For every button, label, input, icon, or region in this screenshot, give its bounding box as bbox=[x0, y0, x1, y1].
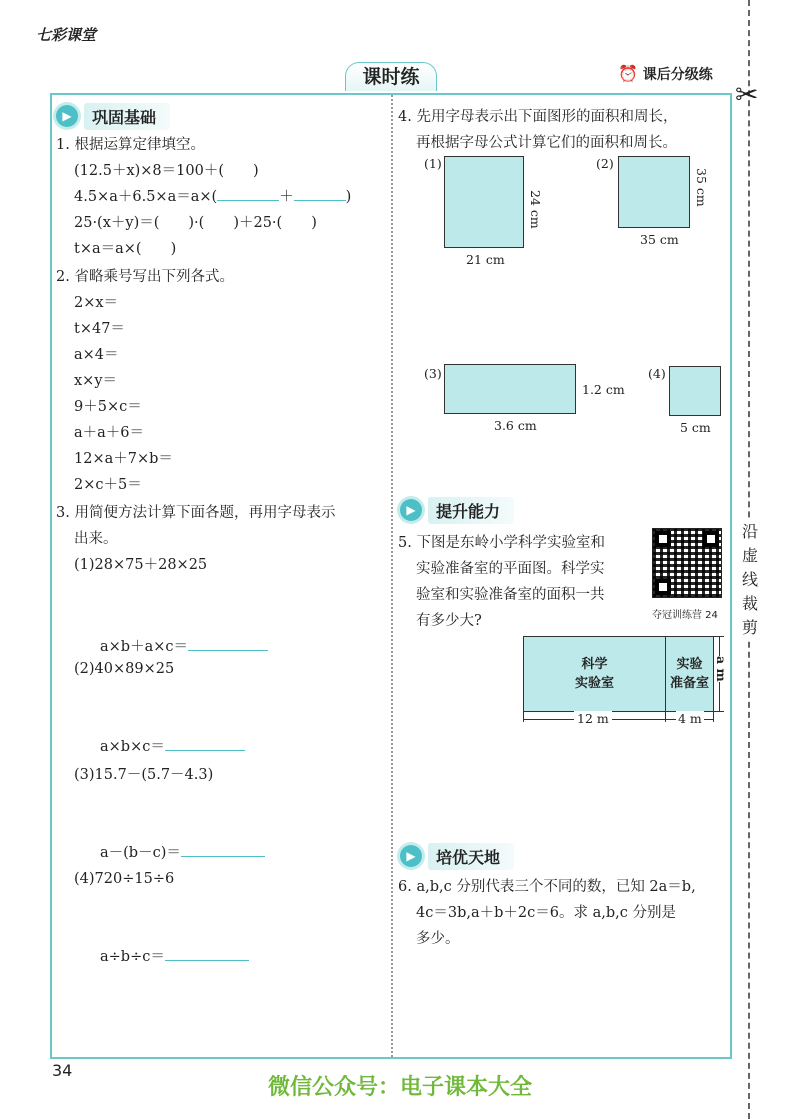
expression-item: a＋a＋6＝ bbox=[74, 425, 145, 441]
dimension-label: 3.6 cm bbox=[494, 418, 537, 433]
question-title: 1. 根据运算定律填空。 bbox=[56, 137, 205, 153]
answer-blank[interactable] bbox=[181, 842, 265, 857]
formula-line: a×b×c＝ bbox=[100, 734, 245, 760]
figure-label: (4) bbox=[648, 366, 666, 381]
play-icon: ▶ bbox=[56, 105, 78, 127]
prep-room: 实验 准备室 bbox=[665, 636, 714, 712]
dimension-label: 4 m bbox=[678, 711, 702, 726]
question-1 bbox=[56, 132, 386, 262]
qr-caption: 夺冠训练营 24 bbox=[652, 610, 718, 621]
q1-line: 4.5×a＋6.5×a＝a×( ＋ ) bbox=[56, 184, 386, 210]
expression-item: x×y＝ bbox=[74, 373, 118, 389]
question-title: 出来。 bbox=[74, 531, 118, 547]
question-text: 实验准备室的平面图。科学实 bbox=[416, 561, 605, 577]
question-text: 验室和实验准备室的面积一共 bbox=[416, 587, 605, 603]
dimension-label: 35 cm bbox=[694, 168, 709, 207]
column-divider bbox=[391, 95, 393, 1057]
alarm-clock-icon: ⏰ bbox=[618, 64, 638, 83]
formula-line: a×b＋a×c＝ bbox=[100, 634, 268, 660]
qr-code[interactable] bbox=[652, 528, 722, 598]
answer-blank[interactable] bbox=[217, 186, 279, 201]
question-text: 6. a,b,c 分别代表三个不同的数，已知 2a＝b, bbox=[398, 879, 696, 895]
wechat-footer: 微信公众号：电子课本大全 bbox=[267, 1075, 532, 1100]
brand-logo: 七彩课堂 bbox=[36, 26, 97, 44]
figure-label: (2) bbox=[596, 156, 614, 171]
answer-blank[interactable] bbox=[165, 736, 245, 751]
expression-item: 9＋5×c＝ bbox=[74, 399, 142, 415]
dimension-label: 35 cm bbox=[640, 232, 679, 247]
question-title: 3. 用简便方法计算下面各题，再用字母表示 bbox=[56, 505, 336, 521]
rectangle-figure-1 bbox=[444, 156, 524, 248]
question-text: 5. 下图是东岭小学科学实验室和 bbox=[398, 535, 605, 551]
play-icon: ▶ bbox=[400, 499, 422, 521]
q1-line: t×a＝a×( ) bbox=[74, 241, 177, 257]
figure-label: (1) bbox=[424, 156, 442, 171]
question-text: 4c＝3b,a＋b＋2c＝6。求 a,b,c 分别是 bbox=[416, 905, 676, 921]
problem-part: (3)15.7－(5.7－4.3) bbox=[74, 767, 214, 783]
expression-item: 2×c＋5＝ bbox=[74, 477, 142, 493]
dimension-label: a m bbox=[714, 656, 729, 682]
expression-item: 12×a＋7×b＝ bbox=[74, 451, 173, 467]
width-arrow-mid bbox=[665, 712, 666, 722]
expression-item: 2×x＝ bbox=[74, 295, 119, 311]
question-text: 有多少大? bbox=[416, 613, 482, 629]
question-2 bbox=[56, 264, 386, 498]
question-title: 2. 省略乘号写出下列各式。 bbox=[56, 269, 234, 285]
square-figure-4 bbox=[669, 366, 721, 416]
question-4 bbox=[398, 104, 733, 156]
dimension-label: 12 m bbox=[574, 711, 612, 726]
expression-item: t×47＝ bbox=[74, 321, 125, 337]
formula-line: a÷b÷c＝ bbox=[100, 944, 249, 970]
dimension-label: 21 cm bbox=[466, 252, 505, 267]
section-improve: ▶ 提升能力 bbox=[400, 498, 514, 522]
expression-item: a×4＝ bbox=[74, 347, 119, 363]
answer-blank[interactable] bbox=[294, 186, 346, 201]
rectangle-figure-3 bbox=[444, 364, 576, 414]
question-title: 再根据字母公式计算它们的面积和周长。 bbox=[416, 135, 677, 151]
question-3 bbox=[56, 500, 386, 578]
problem-part: (2)40×89×25 bbox=[74, 661, 175, 677]
square-figure-2 bbox=[618, 156, 690, 228]
page-number: 34 bbox=[52, 1061, 73, 1080]
problem-part: (1)28×75＋28×25 bbox=[74, 557, 208, 573]
answer-blank[interactable] bbox=[165, 946, 249, 961]
dimension-label: 1.2 cm bbox=[582, 382, 625, 397]
question-6 bbox=[398, 874, 733, 952]
q1-line: 25·(x＋y)＝( )·( )＋25·( ) bbox=[74, 215, 317, 231]
question-5 bbox=[398, 530, 650, 634]
lab-room: 科学 实验室 bbox=[523, 636, 666, 712]
dimension-label: 24 cm bbox=[528, 190, 543, 229]
cut-instruction: 沿 虚 线 裁 剪 bbox=[738, 520, 762, 640]
figure-label: (3) bbox=[424, 366, 442, 381]
question-text: 多少。 bbox=[416, 931, 460, 947]
question-title: 4. 先用字母表示出下面图形的面积和周长， bbox=[398, 109, 678, 125]
scissors-icon: ✂ bbox=[735, 78, 759, 111]
problem-part: (4)720÷15÷6 bbox=[74, 871, 175, 887]
q1-line: (12.5＋x)×8＝100＋( ) bbox=[74, 163, 259, 179]
formula-line: a－(b－c)＝ bbox=[100, 840, 265, 866]
level-label: ⏰ 课后分级练 bbox=[618, 64, 713, 83]
answer-blank[interactable] bbox=[188, 636, 268, 651]
section-basic: ▶ 巩固基础 bbox=[56, 104, 170, 128]
play-icon: ▶ bbox=[400, 845, 422, 867]
dimension-label: 5 cm bbox=[680, 420, 711, 435]
page-title: 课时练 bbox=[345, 62, 437, 91]
section-advanced: ▶ 培优天地 bbox=[400, 844, 514, 868]
